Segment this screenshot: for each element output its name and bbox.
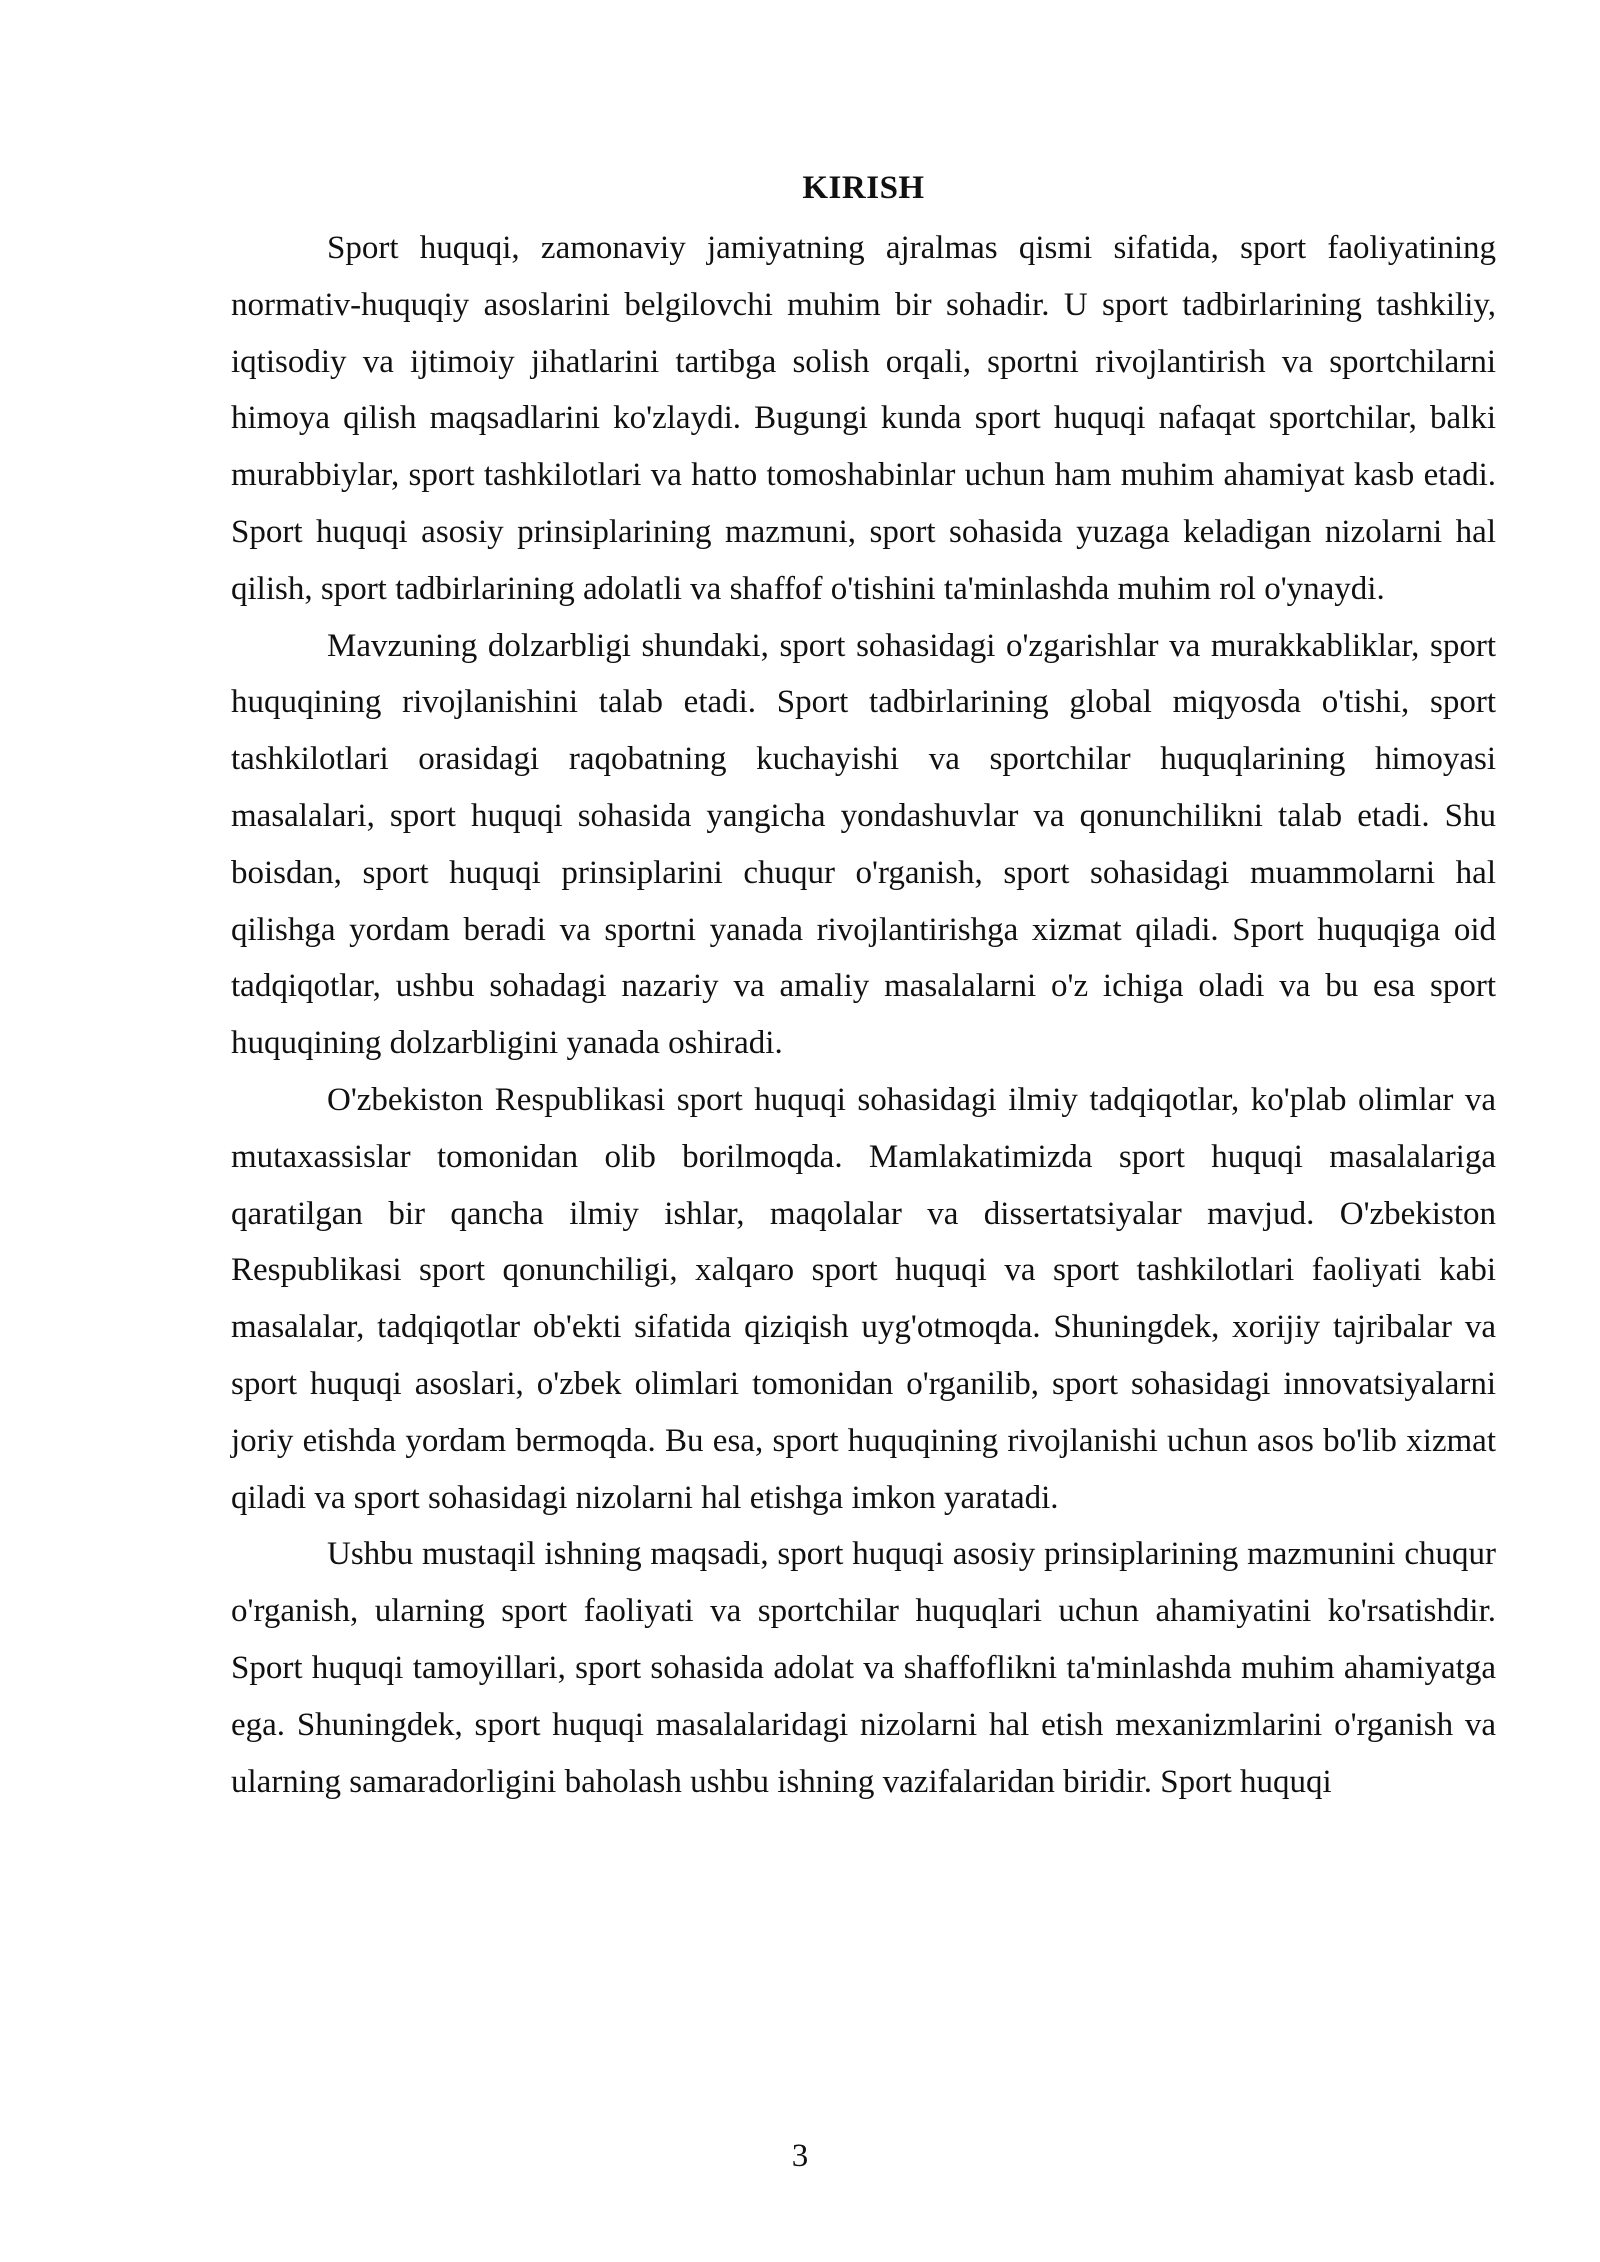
paragraph-intro: Sport huquqi, zamonaviy jamiyatning ajralmas qismi sifatida, sport faoliyatining normativ-huquqiy asoslarini belgilovchi muhim bir sohadir. U sport tadbirlarining tashkiliy, iqtisodiy va ijtimoiy jihatlarini tartibga solish orqali, sportni rivojlantirish va sportchilarni himoya qilish maqsadlarini ko'zlaydi. Bugungi kunda sport huquqi nafaqat sportchilar, balki murabbiylar, sport tashkilotlari va hatto tomoshabinlar uchun ham muhim ahamiyat kasb etadi. Sport huquqi asosiy prinsiplarining mazmuni, sport sohasida yuzaga keladigan nizolarni hal qilish, sport tadbirlarining adolatli va shaffof o'tishini ta'minlashda muhim rol o'ynaydi.	[231, 230, 1496, 607]
paragraph-research: O'zbekiston Respublikasi sport huquqi sohasidagi ilmiy tadqiqotlar, ko'plab olimlar va mutaxassislar tomonidan olib borilmoqda. Mamlakatimizda sport huquqi masalalariga qaratilgan bir qancha ilmiy ishlar, maqolalar va dissertatsiyalar mavjud. O'zbekiston Respublikasi sport qonunchiligi, xalqaro sport huquqi va sport tashkilotlari faoliyati kabi masalalar, tadqiqotlar ob'ekti sifatida qiziqish uyg'otmoqda. Shuningdek, xorijiy tajribalar va sport huquqi asoslari, o'zbek olimlari tomonidan o'rganilib, sport sohasidagi innovatsiyalarni joriy etishda yordam bermoqda. Bu esa, sport huquqining rivojlanishi uchun asos bo'lib xizmat qiladi va sport sohasidagi nizolarni hal etishga imkon yaratadi.	[231, 1081, 1496, 1516]
section-heading: KIRISH	[802, 170, 925, 206]
page-number: 3	[791, 2138, 809, 2174]
paragraph-relevance: Mavzuning dolzarbligi shundaki, sport sohasidagi o'zgarishlar va murakkabliklar, sport huquqining rivojlanishini talab etadi. Sport tadbirlarining global miqyosda o'tishi, sport tashkilotlari orasidagi raqobatning kuchayishi va sportchilar huquqlarining himoyasi masalalari, sport huquqi sohasida yangicha yondashuvlar va qonunchilikni talab etadi. Shu boisdan, sport huquqi prinsiplarini chuqur o'rganish, sport sohasidagi muammolarni hal qilishga yordam beradi va sportni yanada rivojlantirishga xizmat qiladi. Sport huquqiga oid tadqiqotlar, ushbu sohadagi nazariy va amaliy masalalarni o'z ichiga oladi va bu esa sport huquqining dolzarbligini yanada oshiradi.	[231, 627, 1496, 1062]
paragraph-goal: Ushbu mustaqil ishning maqsadi, sport huquqi asosiy prinsiplarining mazmunini chuqur o'rganish, ularning sport faoliyati va sportchilar huquqlari uchun ahamiyatini ko'rsatishdir. Sport huquqi tamoyillari, sport sohasida adolat va shaffoflikni ta'minlashda muhim ahamiyatga ega. Shuningdek, sport huquqi masalalaridagi nizolarni hal etish mexanizmlarini o'rganish va ularning samaradorligini baholash ushbu ishning vazifalaridan biridir. Sport huquqi	[231, 1536, 1496, 1800]
page-content	[231, 160, 1496, 1810]
